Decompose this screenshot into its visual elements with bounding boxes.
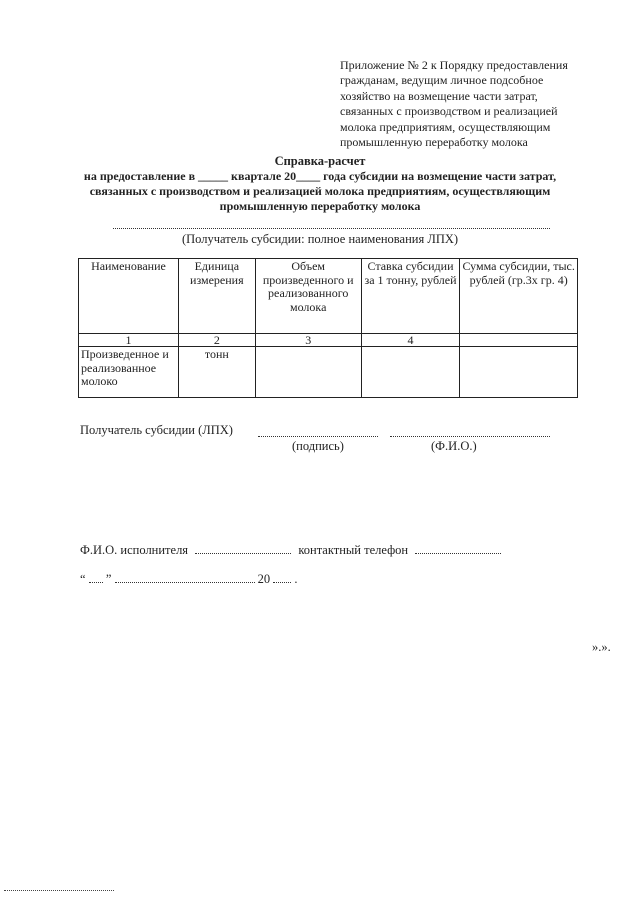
- index-cell: 2: [178, 334, 255, 347]
- footnote-separator: [4, 890, 114, 891]
- year-field[interactable]: [273, 570, 291, 583]
- month-field[interactable]: [115, 570, 255, 583]
- row-name-cell: Произведенное и реализованное молоко: [79, 347, 179, 398]
- subtitle-line: на предоставление в _____ квартале 20____ года субсидии на возмещение части затрат,: [83, 169, 557, 183]
- document-subtitle: [60, 169, 580, 214]
- index-cell: 4: [361, 334, 460, 347]
- row-sum-cell[interactable]: [460, 347, 578, 398]
- row-volume-cell[interactable]: [255, 347, 361, 398]
- subsidy-table: [78, 258, 578, 398]
- index-cell: 3: [255, 334, 361, 347]
- phone-label: контактный телефон: [298, 543, 409, 557]
- appendix-line: хозяйство на возмещение части затрат,: [340, 88, 538, 103]
- appendix-line: промышленную переработку молока: [340, 135, 528, 150]
- header-unit: Единица измерения: [178, 259, 255, 334]
- recipient-name-line[interactable]: [113, 228, 550, 229]
- table-row: [79, 347, 578, 398]
- row-unit-cell: тонн: [178, 347, 255, 398]
- appendix-note: [340, 58, 610, 150]
- appendix-line: Приложение № 2 к Порядку предоставления: [340, 58, 568, 72]
- appendix-line: гражданам, ведущим личное подсобное: [340, 73, 544, 88]
- year-suffix: .: [294, 572, 298, 586]
- subtitle-line: связанных с производством и реализацией молока предприятиям, осуществляющим: [89, 184, 551, 198]
- date-row: [80, 570, 298, 587]
- subtitle-line: промышленную переработку молока: [219, 199, 421, 213]
- phone-field[interactable]: [415, 541, 501, 554]
- signature-line[interactable]: [258, 436, 378, 437]
- header-name: Наименование: [79, 259, 179, 334]
- signature-caption: (подпись): [292, 439, 344, 453]
- date-close-quote: ”: [105, 572, 112, 586]
- signature-label: Получатель субсидии (ЛПХ): [80, 423, 233, 437]
- header-rate: Ставка субсидии за 1 тонну, рублей: [361, 259, 460, 334]
- index-cell: [460, 334, 578, 347]
- day-field[interactable]: [89, 570, 103, 583]
- document-heading: [0, 154, 640, 214]
- executor-label: Ф.И.О. исполнителя: [80, 543, 189, 557]
- table-header-row: [79, 259, 578, 334]
- appendix-line: связанных с производством и реализацией: [340, 104, 558, 119]
- closing-quote: ».».: [592, 640, 611, 654]
- header-volume: Объем произведенного и реализованного молока: [255, 259, 361, 334]
- table-index-row: [79, 334, 578, 347]
- appendix-line: молока предприятиям, осуществляющим: [340, 119, 551, 134]
- index-cell: 1: [79, 334, 179, 347]
- executor-row: [80, 541, 501, 558]
- recipient-caption: (Получатель субсидии: полное наименования ЛПХ): [181, 232, 459, 246]
- document-title: Справка-расчет: [274, 154, 366, 168]
- year-prefix: 20: [257, 572, 271, 586]
- name-caption: (Ф.И.О.): [431, 439, 477, 453]
- name-line[interactable]: [390, 436, 550, 437]
- header-sum: Сумма субсидии, тыс. рублей (гр.3х гр. 4): [460, 259, 578, 334]
- date-open-quote: “: [80, 572, 86, 586]
- executor-name-field[interactable]: [195, 541, 291, 554]
- row-rate-cell[interactable]: [361, 347, 460, 398]
